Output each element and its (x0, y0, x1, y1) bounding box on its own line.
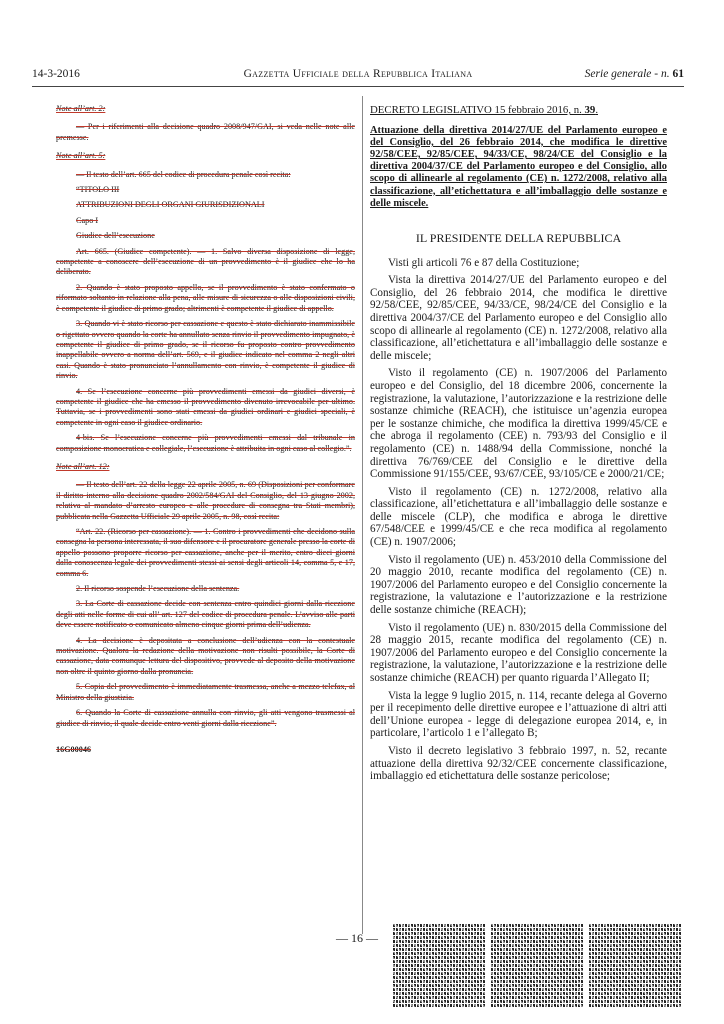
note-paragraph: 4. Se l’esecuzione concerne più provvedimenti emessi da giudici diversi, è competente il giudice che ha emesso il provvedimento divenuto irrevocabile per ultimo. Tuttavia, se i provvedimenti sono stati emessi da giudici ordinari e giudici speciali, è competente in ogni caso il giudice ordinario. (56, 386, 355, 427)
issue-date: 14-3-2016 (32, 68, 80, 80)
note-paragraph: — Il testo dell’art. 665 del codice di procedura penale così recita: (76, 169, 291, 179)
recital: Visto il regolamento (UE) n. 453/2010 della Commissione del 20 maggio 2010, recante modifica del regolamento (CE) n. 1907/2006 del Parlamento europeo e del Consiglio concernente la registrazione, la valutazione e l’autorizzazione e la restrizione delle sostanze chimiche (REACH); (370, 553, 667, 617)
note-paragraph: “Art. 22. (Ricorso per cassazione). — 1. Contro i provvedimenti che decidono sulla consegna la persona interessata, il suo difensore e il procuratore generale presso la corte di appello possono proporre ricorso per cassazione, anche per il merito, entro dieci giorni dalla conoscenza legale dei provvedimenti stessi ai sensi degli articoli 14, comma 5, e 17, comma 6. (56, 527, 355, 578)
note-title: Note all’art. 5: (56, 151, 106, 161)
note-paragraph: — Il testo dell’art. 22 della legge 22 aprile 2005, n. 69 (Disposizioni per conformare il diritto interno alla decisione quadro 2002/584/GAI del Consiglio, del 13 giugno 2002, relativa al mandato d’arresto europeo e alle procedure di consegna tra Stati membri), pubblicata nella Gazzetta Ufficiale 29 aprile 2005, n. 98, così recita: (56, 480, 355, 521)
recital: Visto il regolamento (CE) n. 1272/2008, relativo alla classificazione, all’etichettatura e all’imballaggio delle sostanze e delle miscele (CLP), che modifica e abroga le direttive 67/548/CEE e 1999/45/CE e che reca modifica al regolamento (CE) n. 1907/2006; (370, 485, 667, 549)
qr-code (490, 924, 584, 1008)
note-paragraph: 4. La decisione è depositata a conclusione dell’udienza con la contestuale motivazione. Qualora la redazione della motivazione non risulti possibile, la Corte di cassazione, data comunque lettura del dispositivo, provvede al deposito della motivazione non oltre il quinto giorno dalla pronuncia. (56, 635, 355, 676)
president-heading: IL PRESIDENTE DELLA REPUBBLICA (415, 231, 622, 246)
right-column (370, 104, 667, 788)
document-code: 16G00046 (56, 744, 92, 754)
note-paragraph: 6. Quando la Corte di cassazione annulla con rinvio, gli atti vengono trasmessi al giudice di rinvio, il quale decide entro venti giorni dalla ricezione”. (56, 708, 355, 728)
series-label: Serie generale - n. 61 (584, 68, 684, 80)
note-paragraph: 3. Quando vi è stato ricorso per cassazione e questo è stato dichiarato inammissibile o rigettato ovvero quando la corte ha annullato senza rinvio il provvedimento impugnato, è competente il giudice di primo grado, se il ricorso fu proposto contro provvedimento inappellabile ovvero a norma dell’art. 569, e il giudice indicato nel comma 2 negli altri casi. Quando è stato pronunciato l’annullamento con rinvio, è competente il giudice di rinvio. (56, 319, 355, 381)
note-paragraph: 4-bis. Se l’esecuzione concerne più provvedimenti emessi dal tribunale in composizione monocratica e collegiale, l’esecuzione è attribuita in ogni caso al collegio.”. (56, 433, 355, 453)
note-paragraph: — Per i riferimenti alla decisione quadro 2008/947/GAI, si veda nelle note alle premesse. (56, 122, 355, 142)
recital: Vista la direttiva 2014/27/UE del Parlamento europeo e del Consiglio, del 26 febbraio 2014, che modifica le direttive 92/58/CEE, 92/85/CEE, 94/33/CE, 98/24/CE del Consiglio e la direttiva 2004/37/CE del Parlamento europeo e del Consiglio allo scopo di allinearle al regolamento (CE) n. 1272/2008, relativo alla classificazione, all’etichettatura e all’imballaggio delle sostanze e delle miscele; (370, 274, 667, 362)
note-paragraph: 2. Quando è stato proposto appello, se il provvedimento è stato confermato o riformato soltanto in relazione alla pena, alle misure di sicurezza o alle disposizioni civili, è competente il giudice di primo grado; altrimenti è competente il giudice di appello. (56, 282, 355, 313)
column-divider (362, 96, 363, 934)
recital: Visti gli articoli 76 e 87 della Costituzione; (388, 256, 580, 269)
page-header (32, 68, 684, 86)
header-rule (32, 86, 684, 87)
recital: Visto il regolamento (UE) n. 830/2015 della Commissione del 28 maggio 2015, recante modifica del regolamento (CE) n. 1907/2006 del Parlamento europeo e del Consiglio concernente la registrazione, la valutazione, l’autorizzazione e la restrizione delle sostanze chimiche (REACH) per quanto riguarda l’Allegato II; (370, 621, 667, 685)
note-line: “TITOLO III (76, 185, 120, 195)
decree-title: Attuazione della direttiva 2014/27/UE del Parlamento europeo e del Consiglio, del 26 febbraio 2014, che modifica le direttive 92/58/CEE, 92/85/CEE, 94/33/CE, 98/24/CE del Consiglio e la direttiva 2004/37/CE del Parlamento europeo e del Consiglio, allo scopo di allinearle al regolamento (CE) n. 1272/2008, relativo alla classificazione, all’etichettatura e all’imballaggio delle sostanze e delle miscele. (370, 124, 667, 209)
journal-title: Gazzetta Ufficiale della Repubblica Italiana (243, 68, 473, 80)
page-number: — 16 — (336, 931, 378, 945)
note-title: Note all’art. 12: (56, 461, 110, 471)
note-paragraph: 2. Il ricorso sospende l’esecuzione della sentenza. (76, 584, 240, 594)
note-line: Capo I (76, 215, 99, 225)
recital: Visto il decreto legislativo 3 febbraio 1997, n. 52, recante attuazione della direttiva 92/32/CEE concernente classificazione, imballaggio ed etichettatura delle sostanze pericolose; (370, 744, 667, 783)
note-line: Giudice dell’esecuzione (76, 231, 155, 241)
recital: Vista la legge 9 luglio 2015, n. 114, recante delega al Governo per il recepimento delle direttive europee e l’attuazione di altri atti dell’Unione europea - legge di delegazione europea 2014, e, in particolare, l’articolo 1 e l’allegato B; (370, 689, 667, 740)
note-title: Note all’art. 2: (56, 104, 106, 113)
qr-code (392, 924, 486, 1008)
decree-heading: DECRETO LEGISLATIVO 15 febbraio 2016, n. 39. (370, 104, 599, 116)
note-paragraph: Art. 665. (Giudice competente). — 1. Salvo diversa disposizione di legge, competente a conoscere dell’esecuzione di un provvedimento è il giudice che lo ha deliberato. (56, 246, 355, 277)
note-paragraph: 3. La Corte di cassazione decide con sentenza entro quindici giorni dalla ricezione degli atti nelle forme di cui all’ art. 127 del codice di procedura penale. L’avviso alle parti deve essere notificato o comunicato almeno cinque giorni prima dell’udienza. (56, 599, 355, 630)
qr-code-strip (392, 924, 682, 1008)
note-paragraph: 5. Copia del provvedimento è immediatamente trasmessa, anche a mezzo telefax, al Ministro della giustizia. (56, 682, 355, 702)
left-column (56, 104, 355, 755)
qr-code (588, 924, 682, 1008)
note-line: ATTRIBUZIONI DEGLI ORGANI GIURISDIZIONALI (76, 200, 265, 210)
recital: Visto il regolamento (CE) n. 1907/2006 del Parlamento europeo e del Consiglio, del 18 dicembre 2006, concernente la registrazione, la valutazione, l’autorizzazione e la restrizione delle sostanze chimiche (REACH), che istituisce un’agenzia europea per le sostanze chimiche, che modifica la direttiva 1999/45/CE e che abroga il regolamento (CEE) n. 793/93 del Consiglio e il regolamento (CE) n. 1488/94 della Commissione, nonché la direttiva 76/769/CEE del Consiglio e le direttive della Commissione 91/155/CEE, 93/67/CEE, 93/105/CE e 2000/21/CE; (370, 367, 667, 481)
